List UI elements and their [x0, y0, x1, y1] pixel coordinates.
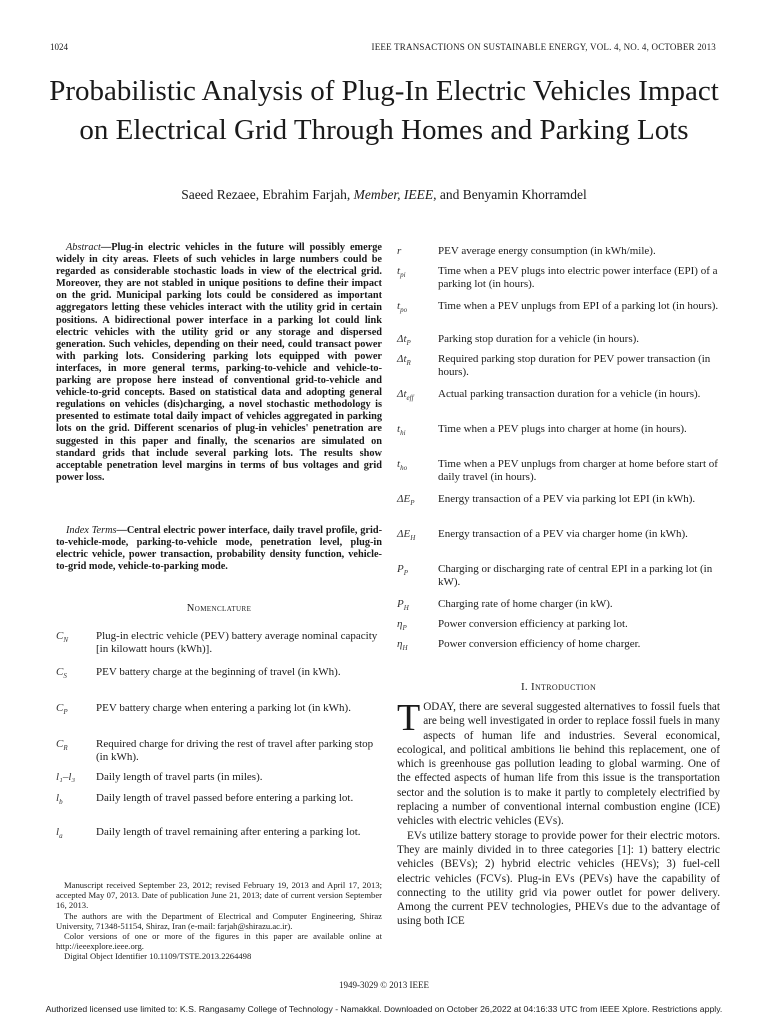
- nomenclature-symbol: [56, 702, 68, 720]
- nomenclature-symbol: [397, 300, 407, 318]
- nomenclature-definition: Plug-in electric vehicle (PEV) battery average nominal capacity [in kilowatt hours (kWh)].: [96, 630, 378, 656]
- nomenclature-symbol: [56, 666, 67, 684]
- symbol-subscript: eff: [406, 394, 414, 403]
- nomenclature-definition: Time when a PEV plugs into charger at home (in hours).: [438, 423, 687, 435]
- symbol-subscript: b: [59, 798, 63, 807]
- running-head: IEEE TRANSACTIONS ON SUSTAINABLE ENERGY, VOL. 4, NO. 4, OCTOBER 2013: [371, 42, 716, 52]
- nomenclature-left: [56, 628, 382, 858]
- copyright: 1949-3029 © 2013 IEEE: [338, 980, 430, 990]
- nomenclature-symbol: [397, 265, 406, 283]
- footnote-manuscript: Manuscript received September 23, 2012; revised February 19, 2013 and April 17, 2013; accepted May 07, 2013. Date of publication June 21, 2013; date of current version September 16, 2013.: [56, 880, 382, 911]
- symbol-subscript: P: [406, 339, 411, 348]
- introduction-body: [397, 697, 720, 929]
- abstract-label: Abstract: [66, 242, 101, 253]
- symbol-subscript: R: [63, 744, 68, 753]
- symbol-base: C: [56, 630, 64, 642]
- footnote-affiliation: The authors are with the Department of Electrical and Computer Engineering, Shiraz University, 71348-51154, Shiraz, Iran (e-mail: farjah@shirazu.ac.ir).: [56, 910, 382, 931]
- nomenclature-symbol: [397, 563, 408, 581]
- symbol-base: t: [397, 300, 401, 312]
- paper-title: Probabilistic Analysis of Plug-In Electric Vehicles Impact on Electrical Grid Through Homes and Parking Lots: [49, 75, 719, 146]
- symbol-base: t: [397, 265, 401, 277]
- nomenclature-symbol: [56, 826, 63, 844]
- nomenclature-symbol: [397, 353, 411, 371]
- nomenclature-definition: Daily length of travel remaining after entering a parking lot.: [96, 826, 361, 838]
- symbol-subscript: N: [63, 636, 69, 645]
- symbol-base: l: [56, 792, 60, 804]
- symbol-base: Δt: [397, 388, 407, 400]
- symbol-base: C: [56, 666, 64, 678]
- nomenclature-symbol: [397, 638, 408, 656]
- license-notice: Authorized licensed use limited to: K.S. Rangasamy College of Technology - Namakkal. Downloaded on October 26,2022 at 04:16:33 UTC from IEEE Xplore. Restrictions apply.: [45, 1004, 723, 1014]
- nomenclature-definition: Required charge for driving the rest of travel after parking stop (in kWh).: [96, 738, 374, 764]
- nomenclature-definition: PEV average energy consumption (in kWh/mile).: [438, 245, 656, 257]
- symbol-subscript: pi: [400, 271, 406, 280]
- symbol-base: l₁–l₃: [56, 771, 76, 783]
- symbol-base: t: [397, 458, 401, 470]
- nomenclature-heading: Nomenclature: [186, 603, 252, 614]
- nomenclature-symbol: [397, 245, 401, 258]
- nomenclature-symbol: [56, 738, 68, 756]
- nomenclature-definition: Energy transaction of a PEV via parking lot EPI (in kWh).: [438, 493, 696, 505]
- nomenclature-symbol: [397, 598, 409, 616]
- symbol-base: t: [397, 423, 401, 435]
- nomenclature-symbol: [56, 630, 68, 648]
- footnote-doi: Digital Object Identifier 10.1109/TSTE.2013.2264498: [64, 951, 252, 962]
- author-list: [40, 187, 728, 203]
- nomenclature-definition: Time when a PEV unplugs from EPI of a parking lot (in hours).: [438, 300, 719, 312]
- symbol-subscript: P: [410, 499, 415, 508]
- authors-part-1: Saeed Rezaee, Ebrahim Farjah,: [181, 187, 354, 202]
- abstract-text: Plug-in electric vehicles in the future will possibly emerge widely in city areas. Fleets of such vehicles in large numbers could be regarded as considerable stochastic loads in view of the electrical grid. Moreover, they are not stabled in unique positions to define their impact on the grid. Municipal parking lots could be considered as important aggregators letting these vehicles interact with the utility grid in certain positions. A bidirectional power interface in a parking lot could link electric vehicles with the utility grid or any storage and dispersed generation. Such vehicles, depending on their need, could transact power with parking lots. Considering parking lots equipped with power interfaces, in more general terms, parking-to-vehicle and vehicle-to-parking are propose here instead of conventional grid-to-vehicle and vehicle-to-grid concepts. Based on statistical data and adopting general regulations on vehicles (dis)charging, a novel stochastic methodology is presented to estimate total daily impact of vehicles aggregated in parking lots on the grid. Different scenarios of plug-in vehicles' penetration are suggested in this paper and finally, the scenarios are simulated on standard grids that include several parking lots. The results show acceptable penetration level margins in terms of bus voltages and grid power loss.: [56, 242, 382, 483]
- symbol-subscript: po: [400, 306, 408, 315]
- symbol-base: C: [56, 738, 64, 750]
- authors-part-2: , and Benyamin Khorramdel: [433, 187, 587, 202]
- symbol-subscript: P: [403, 569, 409, 578]
- section-heading-introduction: I. Introduction: [520, 681, 597, 693]
- symbol-base: ΔE: [397, 493, 411, 505]
- nomenclature-definition: Actual parking transaction duration for a vehicle (in hours).: [438, 388, 701, 400]
- footnotes: [56, 880, 382, 962]
- symbol-subscript: P: [402, 624, 407, 633]
- nomenclature-symbol: [397, 458, 407, 476]
- symbol-subscript: a: [59, 832, 63, 841]
- nomenclature-definition: Parking stop duration for a vehicle (in hours).: [438, 333, 640, 345]
- symbol-subscript: H: [403, 604, 409, 613]
- symbol-subscript: hi: [400, 429, 406, 438]
- symbol-subscript: H: [402, 644, 408, 653]
- symbol-base: Δt: [397, 353, 407, 365]
- nomenclature-definition: Daily length of travel parts (in miles).: [96, 771, 263, 783]
- nomenclature-symbol: [56, 771, 75, 784]
- symbol-base: η: [397, 638, 403, 650]
- nomenclature-definition: PEV battery charge at the beginning of travel (in kWh).: [96, 666, 341, 678]
- symbol-base: P: [397, 563, 404, 575]
- nomenclature-definition: Charging or discharging rate of central EPI in a parking lot (in kW).: [438, 563, 713, 589]
- footnote-color: Color versions of one or more of the figures in this paper are available online at http://ieeexplore.ieee.org.: [56, 931, 382, 952]
- index-terms: Index Terms—Central electric power interface, daily travel profile, grid-to-vehicle-mode, parking-to-vehicle mode, penetration level, plug-in electric vehicle, power transaction, probability density function, vehicle-to-grid mode, vehicle-to-parking mode.: [56, 525, 382, 573]
- symbol-base: P: [397, 598, 404, 610]
- symbol-base: r: [397, 245, 402, 257]
- symbol-subscript: P: [63, 708, 68, 717]
- symbol-base: η: [397, 618, 403, 630]
- nomenclature-symbol: [397, 618, 407, 636]
- symbol-base: C: [56, 702, 64, 714]
- nomenclature-definition: Time when a PEV unplugs from charger at home before start of daily travel (in hours).: [438, 458, 718, 484]
- page-number: 1024: [50, 42, 68, 52]
- symbol-base: Δt: [397, 333, 407, 345]
- abstract: Abstract—Plug-in electric vehicles in the future will possibly emerge widely in city areas. Fleets of such vehicles in large numbers could be regarded as considerable stochastic loads in view of the electrical grid. Moreover, they are not stabled in unique positions to define their impact on the grid. Municipal parking lots could be considered as important aggregators letting these vehicles interact with the utility grid in certain positions. A bidirectional power interface in a parking lot could link electric vehicles with the utility grid or any storage and dispersed generation. Such vehicles, depending on their need, could transact power with parking lots. Considering parking lots equipped with power interfaces, in more general terms, parking-to-vehicle and vehicle-to-parking are propose here instead of conventional grid-to-vehicle and vehicle-to-grid concepts. Based on statistical data and adopting general regulations on vehicles (dis)charging, a novel stochastic methodology is presented to estimate total daily impact of vehicles aggregated in parking lots on the grid. Different scenarios of plug-in vehicles' penetration are suggested in this paper and finally, the scenarios are simulated on standard grids that include several parking lots. The results show acceptable penetration level margins in terms of bus voltages and grid power loss.: [56, 242, 382, 483]
- nomenclature-symbol: [56, 792, 63, 810]
- nomenclature-definition: Time when a PEV plugs into electric power interface (EPI) of a parking lot (in hours).: [438, 265, 718, 291]
- nomenclature-definition: Required parking stop duration for PEV power transaction (in hours).: [438, 353, 711, 379]
- nomenclature-symbol: [397, 333, 411, 351]
- symbol-base: ΔE: [397, 528, 411, 540]
- symbol-subscript: ho: [400, 464, 408, 473]
- nomenclature-definition: Daily length of travel passed before entering a parking lot.: [96, 792, 354, 804]
- nomenclature-definition: Power conversion efficiency of home charger.: [438, 638, 641, 650]
- symbol-subscript: R: [406, 359, 411, 368]
- nomenclature-right: [397, 245, 720, 655]
- drop-cap: T: [397, 697, 421, 739]
- nomenclature-definition: PEV battery charge when entering a parking lot (in kWh).: [96, 702, 351, 714]
- nomenclature-definition: Power conversion efficiency at parking lot.: [438, 618, 628, 630]
- symbol-subscript: H: [410, 534, 416, 543]
- author-membership: Member, IEEE: [353, 187, 434, 202]
- intro-paragraph-2: EVs utilize battery storage to provide power for their electric motors. They are mainly divided in to three categories [1]: 1) battery electric vehicles (BEVs); 2) hybrid electric vehicles (HEVs); 3) fuel-cell electric vehicles (FCVs). Plug-in EVs (PEVs) have the capability of connecting to the utility grid via power outlet for power delivery. Among the current PEV technologies, PHEVs due to the advantage of using both ICE: [397, 829, 720, 928]
- symbol-subscript: S: [63, 672, 67, 681]
- index-terms-text: Central electric power interface, daily travel profile, grid-to-vehicle-mode, parking-to-vehicle mode, penetration level, plug-in electric vehicle, power transaction, probability density function, vehicle-to-grid mode, vehicle-to-parking mode.: [56, 525, 382, 573]
- nomenclature-symbol: [397, 493, 414, 511]
- intro-paragraph-1: ODAY, there are several suggested alternatives to fossil fuels that are being well investigated in order to replace fossil fuels in many aspects of human life and industries. Several economical, ecological, and political ambitions lie behind this replacement, one of which is greenhouse gas pollution leading to global warming. One of the effected aspects of human life from this issue is the transportation sector and the solution is to make it partly to completely electrified by replacing a number of conventional internal combustion engine (ICE) vehicles with electric vehicles (EVs).: [397, 701, 720, 828]
- index-terms-label: Index Terms: [66, 525, 117, 536]
- nomenclature-symbol: [397, 388, 414, 406]
- nomenclature-definition: Charging rate of home charger (in kW).: [438, 598, 613, 610]
- symbol-base: l: [56, 826, 60, 838]
- nomenclature-symbol: [397, 528, 415, 546]
- nomenclature-definition: Energy transaction of a PEV via charger home (in kWh).: [438, 528, 688, 540]
- nomenclature-symbol: [397, 423, 406, 441]
